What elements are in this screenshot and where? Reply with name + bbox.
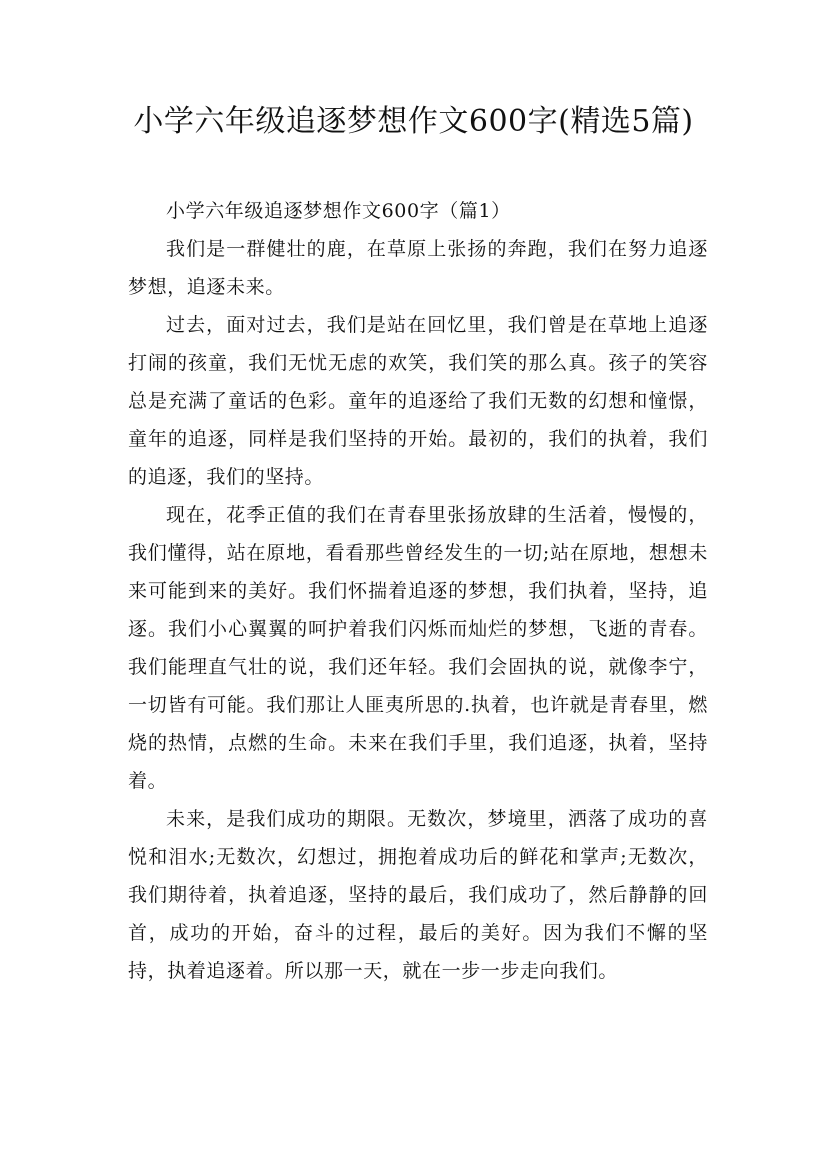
document-body <box>128 192 708 990</box>
paragraph-3: 现在，花季正值的我们在青春里张扬放肆的生活着，慢慢的，我们懂得，站在原地，看看那些曾经发生的一切;站在原地，想想未来可能到来的美好。我们怀揣着追逐的梦想，我们执着，坚持，追逐。我们小心翼翼的呵护着我们闪烁而灿烂的梦想，飞逝的青春。我们能理直气壮的说，我们还年轻。我们会固执的说，就像李宁，一切皆有可能。我们那让人匪夷所思的.执着，也许就是青春里，燃烧的热情，点燃的生命。未来在我们手里，我们追逐，执着，坚持着。 <box>128 504 708 792</box>
document-title: 小学六年级追逐梦想作文600字(精选5篇) <box>133 104 694 139</box>
section-heading: 小学六年级追逐梦想作文600字（篇1） <box>166 200 511 222</box>
paragraph-2: 过去，面对过去，我们是站在回忆里，我们曾是在草地上追逐打闹的孩童，我们无忧无虑的欢笑，我们笑的那么真。孩子的笑容总是充满了童话的色彩。童年的追逐给了我们无数的幻想和憧憬，童年的追逐，同样是我们坚持的开始。最初的，我们的执着，我们的追逐，我们的坚持。 <box>128 314 708 488</box>
paragraph-4: 未来，是我们成功的期限。无数次，梦境里，洒落了成功的喜悦和泪水;无数次，幻想过，拥抱着成功后的鲜花和掌声;无数次，我们期待着，执着追逐，坚持的最后，我们成功了，然后静静的回首，成功的开始，奋斗的过程，最后的美好。因为我们不懈的坚持，执着追逐着。所以那一天，就在一步一步走向我们。 <box>128 808 708 982</box>
paragraph-1: 我们是一群健壮的鹿，在草原上张扬的奔跑，我们在努力追逐梦想，追逐未来。 <box>128 238 708 298</box>
